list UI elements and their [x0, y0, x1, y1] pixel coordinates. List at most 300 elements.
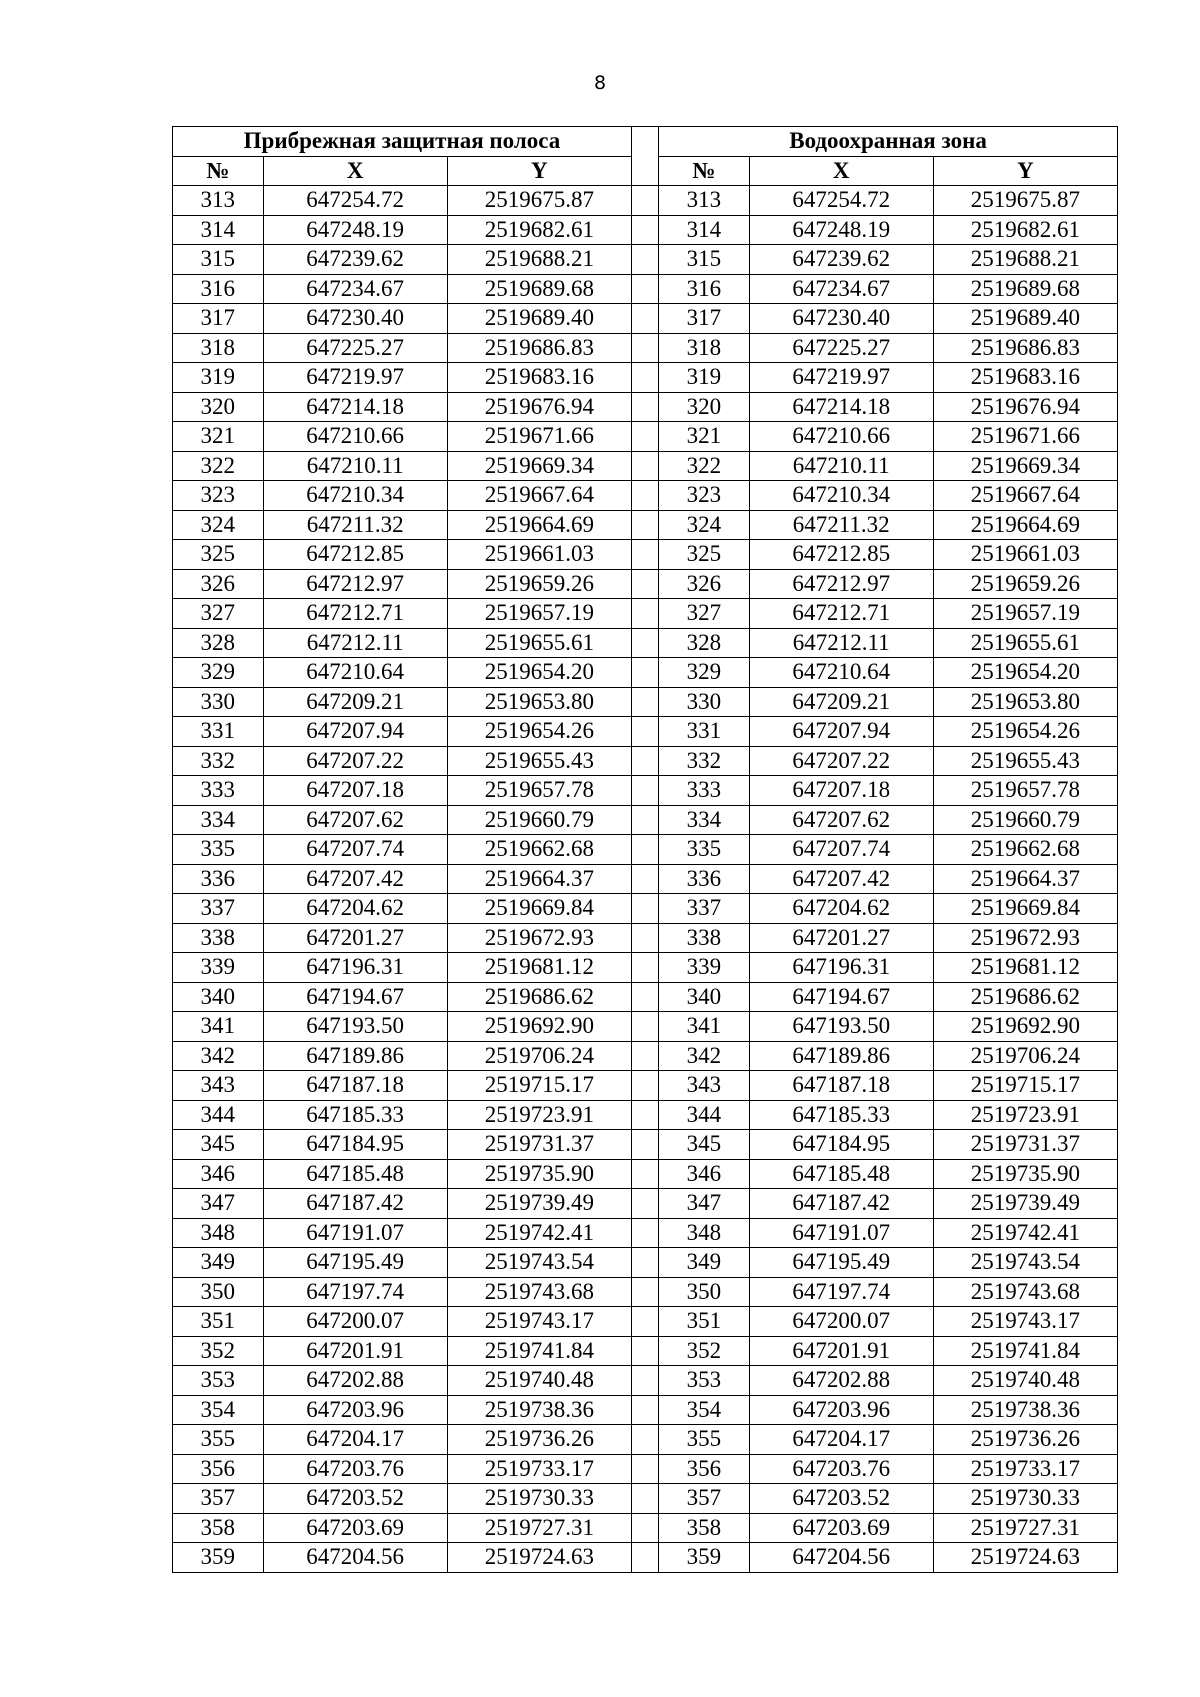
point-number-cell: 353 [173, 1366, 264, 1396]
column-gap [631, 392, 658, 422]
x-coordinate-cell: 647207.62 [749, 805, 933, 835]
point-number-cell: 352 [173, 1336, 264, 1366]
x-coordinate-cell: 647203.52 [749, 1484, 933, 1514]
point-number-cell: 355 [173, 1425, 264, 1455]
y-coordinate-cell: 2519730.33 [447, 1484, 631, 1514]
table-row [173, 717, 1118, 747]
y-coordinate-cell: 2519741.84 [447, 1336, 631, 1366]
table-row [173, 687, 1118, 717]
x-coordinate-cell: 647207.42 [263, 864, 447, 894]
point-number-cell: 327 [659, 599, 750, 629]
y-coordinate-cell: 2519660.79 [447, 805, 631, 835]
point-number-cell: 332 [173, 746, 264, 776]
y-coordinate-cell: 2519739.49 [933, 1189, 1117, 1219]
y-coordinate-cell: 2519654.26 [933, 717, 1117, 747]
y-coordinate-cell: 2519742.41 [933, 1218, 1117, 1248]
point-number-cell: 326 [173, 569, 264, 599]
point-number-cell: 336 [659, 864, 750, 894]
column-gap [631, 687, 658, 717]
y-coordinate-cell: 2519664.37 [933, 864, 1117, 894]
x-coordinate-cell: 647207.94 [749, 717, 933, 747]
y-coordinate-cell: 2519731.37 [933, 1130, 1117, 1160]
table-row [173, 628, 1118, 658]
point-number-cell: 338 [173, 923, 264, 953]
point-number-cell: 316 [659, 274, 750, 304]
x-coordinate-cell: 647210.66 [749, 422, 933, 452]
y-coordinate-cell: 2519736.26 [933, 1425, 1117, 1455]
point-number-cell: 349 [659, 1248, 750, 1278]
point-number-cell: 320 [173, 392, 264, 422]
point-number-cell: 354 [659, 1395, 750, 1425]
x-coordinate-cell: 647234.67 [263, 274, 447, 304]
x-coordinate-cell: 647204.62 [749, 894, 933, 924]
x-coordinate-cell: 647210.66 [263, 422, 447, 452]
y-coordinate-cell: 2519731.37 [447, 1130, 631, 1160]
x-coordinate-cell: 647207.74 [263, 835, 447, 865]
x-coordinate-cell: 647212.85 [263, 540, 447, 570]
y-coordinate-cell: 2519727.31 [933, 1513, 1117, 1543]
point-number-cell: 347 [173, 1189, 264, 1219]
x-coordinate-cell: 647202.88 [749, 1366, 933, 1396]
point-number-cell: 322 [173, 451, 264, 481]
y-coordinate-cell: 2519692.90 [933, 1012, 1117, 1042]
y-coordinate-cell: 2519739.49 [447, 1189, 631, 1219]
y-coordinate-cell: 2519660.79 [933, 805, 1117, 835]
column-gap [631, 864, 658, 894]
x-coordinate-cell: 647207.22 [749, 746, 933, 776]
table-row [173, 1189, 1118, 1219]
y-coordinate-cell: 2519743.54 [933, 1248, 1117, 1278]
column-gap [631, 658, 658, 688]
y-coordinate-cell: 2519659.26 [447, 569, 631, 599]
x-coordinate-cell: 647197.74 [749, 1277, 933, 1307]
x-coordinate-cell: 647234.67 [749, 274, 933, 304]
point-number-cell: 318 [659, 333, 750, 363]
y-coordinate-cell: 2519706.24 [933, 1041, 1117, 1071]
point-number-cell: 334 [659, 805, 750, 835]
y-coordinate-cell: 2519657.19 [933, 599, 1117, 629]
y-coordinate-cell: 2519657.78 [447, 776, 631, 806]
point-number-cell: 316 [173, 274, 264, 304]
y-coordinate-cell: 2519657.78 [933, 776, 1117, 806]
point-number-cell: 333 [173, 776, 264, 806]
point-number-cell: 353 [659, 1366, 750, 1396]
x-coordinate-cell: 647212.71 [749, 599, 933, 629]
table-row [173, 215, 1118, 245]
point-number-cell: 327 [173, 599, 264, 629]
y-coordinate-cell: 2519715.17 [447, 1071, 631, 1101]
column-gap [631, 333, 658, 363]
y-coordinate-cell: 2519743.68 [447, 1277, 631, 1307]
y-coordinate-cell: 2519657.19 [447, 599, 631, 629]
y-coordinate-cell: 2519686.83 [933, 333, 1117, 363]
x-coordinate-cell: 647203.52 [263, 1484, 447, 1514]
x-coordinate-cell: 647210.11 [749, 451, 933, 481]
y-coordinate-cell: 2519676.94 [933, 392, 1117, 422]
y-coordinate-cell: 2519662.68 [933, 835, 1117, 865]
y-coordinate-cell: 2519669.34 [933, 451, 1117, 481]
y-coordinate-cell: 2519736.26 [447, 1425, 631, 1455]
table-row [173, 363, 1118, 393]
y-coordinate-cell: 2519733.17 [933, 1454, 1117, 1484]
x-coordinate-cell: 647211.32 [263, 510, 447, 540]
table-row [173, 333, 1118, 363]
y-coordinate-cell: 2519686.62 [933, 982, 1117, 1012]
table-row [173, 805, 1118, 835]
x-coordinate-cell: 647209.21 [263, 687, 447, 717]
x-coordinate-cell: 647189.86 [749, 1041, 933, 1071]
point-number-cell: 337 [173, 894, 264, 924]
x-coordinate-cell: 647201.27 [749, 923, 933, 953]
point-number-cell: 329 [173, 658, 264, 688]
table-row [173, 569, 1118, 599]
x-coordinate-cell: 647239.62 [263, 245, 447, 275]
x-coordinate-cell: 647207.18 [263, 776, 447, 806]
section-title-coastal-strip: Прибрежная защитная полоса [173, 127, 632, 157]
table-row [173, 923, 1118, 953]
point-number-cell: 342 [659, 1041, 750, 1071]
column-header-number: № [659, 156, 750, 186]
column-header-y: Y [933, 156, 1117, 186]
x-coordinate-cell: 647207.22 [263, 746, 447, 776]
x-coordinate-cell: 647195.49 [263, 1248, 447, 1278]
point-number-cell: 319 [659, 363, 750, 393]
point-number-cell: 358 [173, 1513, 264, 1543]
table-row [173, 1336, 1118, 1366]
y-coordinate-cell: 2519724.63 [447, 1543, 631, 1573]
table-row [173, 1366, 1118, 1396]
y-coordinate-cell: 2519671.66 [447, 422, 631, 452]
point-number-cell: 348 [173, 1218, 264, 1248]
y-coordinate-cell: 2519743.17 [933, 1307, 1117, 1337]
column-gap [631, 1543, 658, 1573]
table-row [173, 481, 1118, 511]
y-coordinate-cell: 2519655.61 [447, 628, 631, 658]
column-gap [631, 1012, 658, 1042]
x-coordinate-cell: 647219.97 [749, 363, 933, 393]
point-number-cell: 339 [659, 953, 750, 983]
column-gap [631, 599, 658, 629]
point-number-cell: 317 [173, 304, 264, 334]
column-gap [631, 245, 658, 275]
point-number-cell: 352 [659, 1336, 750, 1366]
x-coordinate-cell: 647214.18 [263, 392, 447, 422]
column-gap [631, 1100, 658, 1130]
x-coordinate-cell: 647204.56 [749, 1543, 933, 1573]
table-row [173, 953, 1118, 983]
point-number-cell: 331 [173, 717, 264, 747]
point-number-cell: 335 [659, 835, 750, 865]
x-coordinate-cell: 647203.96 [263, 1395, 447, 1425]
x-coordinate-cell: 647196.31 [263, 953, 447, 983]
point-number-cell: 320 [659, 392, 750, 422]
x-coordinate-cell: 647207.18 [749, 776, 933, 806]
x-coordinate-cell: 647207.94 [263, 717, 447, 747]
y-coordinate-cell: 2519676.94 [447, 392, 631, 422]
column-gap [631, 1484, 658, 1514]
point-number-cell: 335 [173, 835, 264, 865]
x-coordinate-cell: 647207.42 [749, 864, 933, 894]
table-row [173, 1041, 1118, 1071]
x-coordinate-cell: 647239.62 [749, 245, 933, 275]
column-gap [631, 1041, 658, 1071]
column-gap [631, 1159, 658, 1189]
column-gap [631, 1454, 658, 1484]
table-row [173, 776, 1118, 806]
table-row [173, 894, 1118, 924]
y-coordinate-cell: 2519738.36 [933, 1395, 1117, 1425]
x-coordinate-cell: 647230.40 [749, 304, 933, 334]
y-coordinate-cell: 2519675.87 [447, 186, 631, 216]
y-coordinate-cell: 2519683.16 [447, 363, 631, 393]
point-number-cell: 347 [659, 1189, 750, 1219]
point-number-cell: 341 [659, 1012, 750, 1042]
point-number-cell: 332 [659, 746, 750, 776]
x-coordinate-cell: 647203.69 [749, 1513, 933, 1543]
point-number-cell: 359 [659, 1543, 750, 1573]
table-row [173, 1159, 1118, 1189]
column-gap [631, 1189, 658, 1219]
y-coordinate-cell: 2519654.20 [447, 658, 631, 688]
column-gap [631, 481, 658, 511]
x-coordinate-cell: 647185.48 [749, 1159, 933, 1189]
point-number-cell: 340 [659, 982, 750, 1012]
x-coordinate-cell: 647204.56 [263, 1543, 447, 1573]
table-row [173, 1454, 1118, 1484]
y-coordinate-cell: 2519743.68 [933, 1277, 1117, 1307]
x-coordinate-cell: 647210.64 [263, 658, 447, 688]
table-row [173, 864, 1118, 894]
column-gap [631, 1425, 658, 1455]
y-coordinate-cell: 2519682.61 [933, 215, 1117, 245]
point-number-cell: 313 [659, 186, 750, 216]
y-coordinate-cell: 2519723.91 [447, 1100, 631, 1130]
point-number-cell: 357 [659, 1484, 750, 1514]
column-header-x: X [263, 156, 447, 186]
table-row [173, 451, 1118, 481]
column-gap [631, 923, 658, 953]
y-coordinate-cell: 2519682.61 [447, 215, 631, 245]
column-gap [631, 776, 658, 806]
table-row [173, 599, 1118, 629]
y-coordinate-cell: 2519730.33 [933, 1484, 1117, 1514]
point-number-cell: 330 [659, 687, 750, 717]
y-coordinate-cell: 2519688.21 [447, 245, 631, 275]
x-coordinate-cell: 647203.76 [749, 1454, 933, 1484]
x-coordinate-cell: 647197.74 [263, 1277, 447, 1307]
point-number-cell: 321 [659, 422, 750, 452]
point-number-cell: 357 [173, 1484, 264, 1514]
point-number-cell: 345 [659, 1130, 750, 1160]
column-gap [631, 186, 658, 216]
table-row [173, 1513, 1118, 1543]
table-row [173, 835, 1118, 865]
column-gap [631, 215, 658, 245]
column-gap [631, 835, 658, 865]
column-gap [631, 1130, 658, 1160]
point-number-cell: 339 [173, 953, 264, 983]
point-number-cell: 336 [173, 864, 264, 894]
x-coordinate-cell: 647248.19 [749, 215, 933, 245]
x-coordinate-cell: 647200.07 [263, 1307, 447, 1337]
point-number-cell: 330 [173, 687, 264, 717]
table-row [173, 1248, 1118, 1278]
table-row [173, 1130, 1118, 1160]
x-coordinate-cell: 647187.42 [263, 1189, 447, 1219]
point-number-cell: 346 [659, 1159, 750, 1189]
x-coordinate-cell: 647212.97 [749, 569, 933, 599]
x-coordinate-cell: 647189.86 [263, 1041, 447, 1071]
point-number-cell: 356 [659, 1454, 750, 1484]
y-coordinate-cell: 2519653.80 [933, 687, 1117, 717]
y-coordinate-cell: 2519655.43 [447, 746, 631, 776]
point-number-cell: 315 [659, 245, 750, 275]
table-row [173, 1277, 1118, 1307]
x-coordinate-cell: 647203.96 [749, 1395, 933, 1425]
point-number-cell: 329 [659, 658, 750, 688]
x-coordinate-cell: 647201.91 [749, 1336, 933, 1366]
point-number-cell: 321 [173, 422, 264, 452]
page-number: 8 [593, 72, 607, 94]
y-coordinate-cell: 2519661.03 [447, 540, 631, 570]
x-coordinate-cell: 647204.17 [749, 1425, 933, 1455]
x-coordinate-cell: 647185.33 [749, 1100, 933, 1130]
y-coordinate-cell: 2519681.12 [447, 953, 631, 983]
y-coordinate-cell: 2519669.84 [933, 894, 1117, 924]
table-row [173, 422, 1118, 452]
y-coordinate-cell: 2519735.90 [933, 1159, 1117, 1189]
y-coordinate-cell: 2519727.31 [447, 1513, 631, 1543]
column-gap [631, 363, 658, 393]
y-coordinate-cell: 2519655.43 [933, 746, 1117, 776]
point-number-cell: 326 [659, 569, 750, 599]
x-coordinate-cell: 647225.27 [749, 333, 933, 363]
point-number-cell: 340 [173, 982, 264, 1012]
y-coordinate-cell: 2519655.61 [933, 628, 1117, 658]
point-number-cell: 349 [173, 1248, 264, 1278]
column-gap [631, 451, 658, 481]
point-number-cell: 324 [173, 510, 264, 540]
y-coordinate-cell: 2519723.91 [933, 1100, 1117, 1130]
y-coordinate-cell: 2519686.62 [447, 982, 631, 1012]
point-number-cell: 337 [659, 894, 750, 924]
column-gap [631, 1513, 658, 1543]
column-gap [631, 717, 658, 747]
column-gap [631, 1218, 658, 1248]
coordinates-table [172, 126, 1118, 1573]
point-number-cell: 355 [659, 1425, 750, 1455]
point-number-cell: 314 [173, 215, 264, 245]
y-coordinate-cell: 2519669.84 [447, 894, 631, 924]
point-number-cell: 313 [173, 186, 264, 216]
table-row [173, 1484, 1118, 1514]
point-number-cell: 346 [173, 1159, 264, 1189]
y-coordinate-cell: 2519654.26 [447, 717, 631, 747]
table-row [173, 1012, 1118, 1042]
point-number-cell: 350 [659, 1277, 750, 1307]
table-row [173, 510, 1118, 540]
y-coordinate-cell: 2519689.68 [447, 274, 631, 304]
x-coordinate-cell: 647187.18 [263, 1071, 447, 1101]
x-coordinate-cell: 647193.50 [749, 1012, 933, 1042]
column-gap [631, 422, 658, 452]
y-coordinate-cell: 2519653.80 [447, 687, 631, 717]
table-row [173, 186, 1118, 216]
table-row [173, 1218, 1118, 1248]
table-row [173, 1395, 1118, 1425]
point-number-cell: 344 [659, 1100, 750, 1130]
x-coordinate-cell: 647219.97 [263, 363, 447, 393]
table-row [173, 245, 1118, 275]
x-coordinate-cell: 647203.69 [263, 1513, 447, 1543]
x-coordinate-cell: 647209.21 [749, 687, 933, 717]
point-number-cell: 338 [659, 923, 750, 953]
table-row [173, 392, 1118, 422]
x-coordinate-cell: 647185.33 [263, 1100, 447, 1130]
y-coordinate-cell: 2519662.68 [447, 835, 631, 865]
column-header-x: X [749, 156, 933, 186]
x-coordinate-cell: 647225.27 [263, 333, 447, 363]
table-row [173, 304, 1118, 334]
x-coordinate-cell: 647202.88 [263, 1366, 447, 1396]
x-coordinate-cell: 647194.67 [749, 982, 933, 1012]
y-coordinate-cell: 2519715.17 [933, 1071, 1117, 1101]
column-header-y: Y [447, 156, 631, 186]
x-coordinate-cell: 647207.62 [263, 805, 447, 835]
x-coordinate-cell: 647214.18 [749, 392, 933, 422]
table-row [173, 658, 1118, 688]
point-number-cell: 328 [659, 628, 750, 658]
point-number-cell: 356 [173, 1454, 264, 1484]
y-coordinate-cell: 2519683.16 [933, 363, 1117, 393]
x-coordinate-cell: 647212.97 [263, 569, 447, 599]
point-number-cell: 331 [659, 717, 750, 747]
x-coordinate-cell: 647212.11 [263, 628, 447, 658]
y-coordinate-cell: 2519733.17 [447, 1454, 631, 1484]
y-coordinate-cell: 2519742.41 [447, 1218, 631, 1248]
y-coordinate-cell: 2519664.37 [447, 864, 631, 894]
point-number-cell: 334 [173, 805, 264, 835]
x-coordinate-cell: 647211.32 [749, 510, 933, 540]
point-number-cell: 318 [173, 333, 264, 363]
column-gap [631, 982, 658, 1012]
point-number-cell: 343 [659, 1071, 750, 1101]
point-number-cell: 359 [173, 1543, 264, 1573]
y-coordinate-cell: 2519743.17 [447, 1307, 631, 1337]
x-coordinate-cell: 647193.50 [263, 1012, 447, 1042]
y-coordinate-cell: 2519743.54 [447, 1248, 631, 1278]
x-coordinate-cell: 647210.64 [749, 658, 933, 688]
point-number-cell: 325 [659, 540, 750, 570]
x-coordinate-cell: 647204.62 [263, 894, 447, 924]
point-number-cell: 324 [659, 510, 750, 540]
column-gap [631, 1248, 658, 1278]
y-coordinate-cell: 2519686.83 [447, 333, 631, 363]
x-coordinate-cell: 647184.95 [749, 1130, 933, 1160]
y-coordinate-cell: 2519740.48 [447, 1366, 631, 1396]
point-number-cell: 343 [173, 1071, 264, 1101]
point-number-cell: 319 [173, 363, 264, 393]
y-coordinate-cell: 2519741.84 [933, 1336, 1117, 1366]
section-title-water-zone: Водоохранная зона [659, 127, 1118, 157]
column-gap [631, 569, 658, 599]
table-row [173, 982, 1118, 1012]
point-number-cell: 317 [659, 304, 750, 334]
y-coordinate-cell: 2519735.90 [447, 1159, 631, 1189]
x-coordinate-cell: 647194.67 [263, 982, 447, 1012]
y-coordinate-cell: 2519669.34 [447, 451, 631, 481]
table-row [173, 540, 1118, 570]
